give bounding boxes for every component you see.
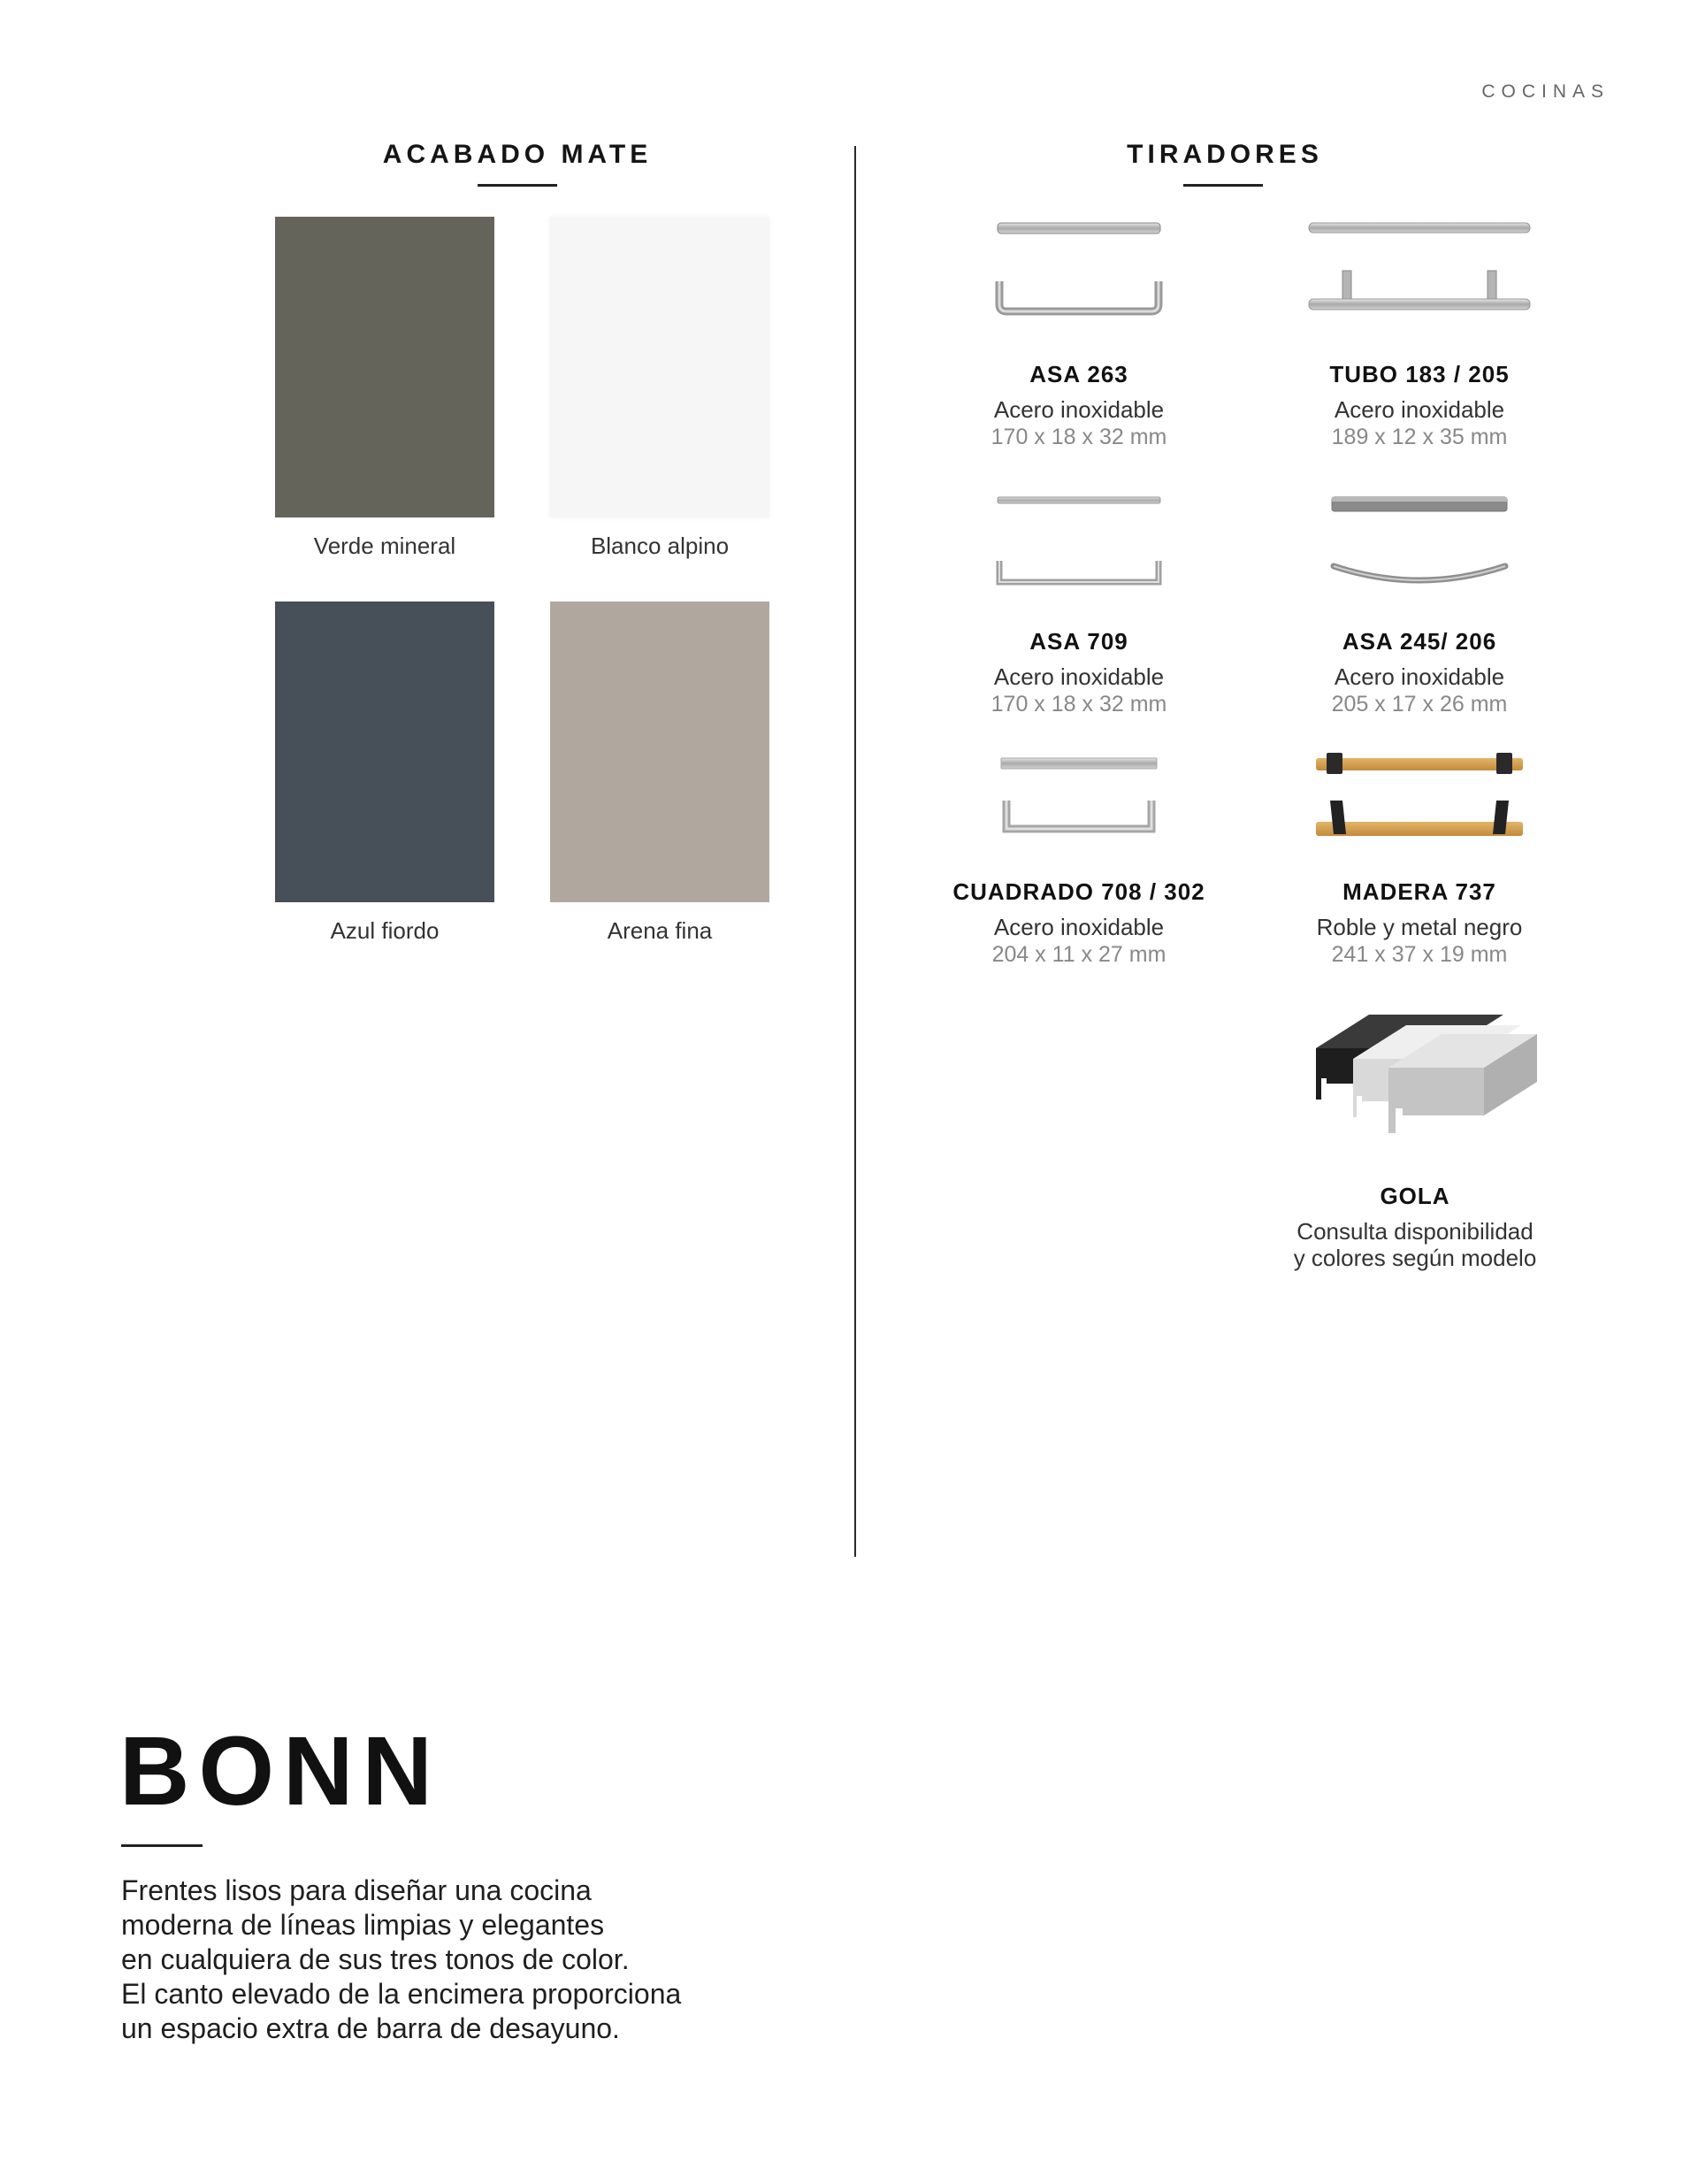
gola-line-2: y colores según modelo <box>1293 1245 1537 1271</box>
asa-245-206-handle-icon <box>1300 487 1539 615</box>
description-line: un espacio extra de barra de desayuno. <box>121 2012 620 2044</box>
section-header-label: COCINAS <box>1481 81 1610 102</box>
swatch-label-azul-fiordo: Azul fiordo <box>330 917 440 944</box>
swatch-label-blanco-alpino: Blanco alpino <box>590 533 730 559</box>
handle-material: Roble y metal negro <box>1316 914 1523 940</box>
swatch-arena-fina <box>550 602 769 902</box>
description-line: moderna de líneas limpias y elegantes <box>121 1909 605 1941</box>
swatch-label-arena-fina: Arena fina <box>607 917 713 944</box>
asa-709-handle-icon <box>964 487 1194 615</box>
handle-material: Acero inoxidable <box>1334 396 1505 423</box>
asa-263-handle-icon <box>964 212 1194 341</box>
gola-name: GOLA <box>1380 1183 1450 1209</box>
product-description <box>121 1874 917 2046</box>
handle-dimensions: 189 x 12 x 35 mm <box>1331 425 1508 449</box>
handle-dimensions: 170 x 18 x 32 mm <box>990 425 1167 449</box>
handle-dimensions: 241 x 37 x 19 mm <box>1331 942 1508 967</box>
handles-title-rule <box>1183 184 1263 187</box>
finishes-title-rule <box>478 184 557 187</box>
handle-material: Acero inoxidable <box>993 396 1165 423</box>
description-line: en cualquiera de sus tres tonos de color. <box>121 1943 630 1975</box>
tubo-183-205-handle-icon <box>1300 212 1539 341</box>
handle-name: ASA 263 <box>1029 361 1128 387</box>
handle-dimensions: 170 x 18 x 32 mm <box>990 692 1167 717</box>
product-name-rule <box>121 1844 203 1847</box>
finishes-title: ACABADO MATE <box>382 140 653 169</box>
column-divider <box>854 146 856 1557</box>
description-line: El canto elevado de la encimera proporciona <box>121 1978 682 2010</box>
handle-name: TUBO 183 / 205 <box>1329 361 1510 387</box>
handle-name: MADERA 737 <box>1342 878 1496 905</box>
handle-name: ASA 709 <box>1029 628 1128 655</box>
swatch-verde-mineral <box>275 217 494 517</box>
product-name: BONN <box>119 1717 441 1826</box>
swatch-azul-fiordo <box>275 602 494 902</box>
handle-dimensions: 205 x 17 x 26 mm <box>1331 692 1508 717</box>
handle-material: Acero inoxidable <box>993 663 1165 690</box>
madera-737-handle-icon <box>1300 747 1539 876</box>
handle-material: Acero inoxidable <box>1334 663 1505 690</box>
description-line: Frentes lisos para diseñar una cocina <box>121 1874 592 1906</box>
swatch-label-verde-mineral: Verde mineral <box>313 533 456 559</box>
handle-name: CUADRADO 708 / 302 <box>952 878 1205 905</box>
cuadrado-708-302-handle-icon <box>964 747 1194 876</box>
gola-profile-icon <box>1300 1004 1539 1168</box>
handle-material: Acero inoxidable <box>993 914 1165 940</box>
swatch-blanco-alpino <box>550 217 769 517</box>
handle-dimensions: 204 x 11 x 27 mm <box>991 942 1166 967</box>
handle-name: ASA 245/ 206 <box>1342 628 1497 655</box>
handles-title: TIRADORES <box>1127 140 1323 169</box>
gola-line-1: Consulta disponibilidad <box>1296 1218 1534 1245</box>
